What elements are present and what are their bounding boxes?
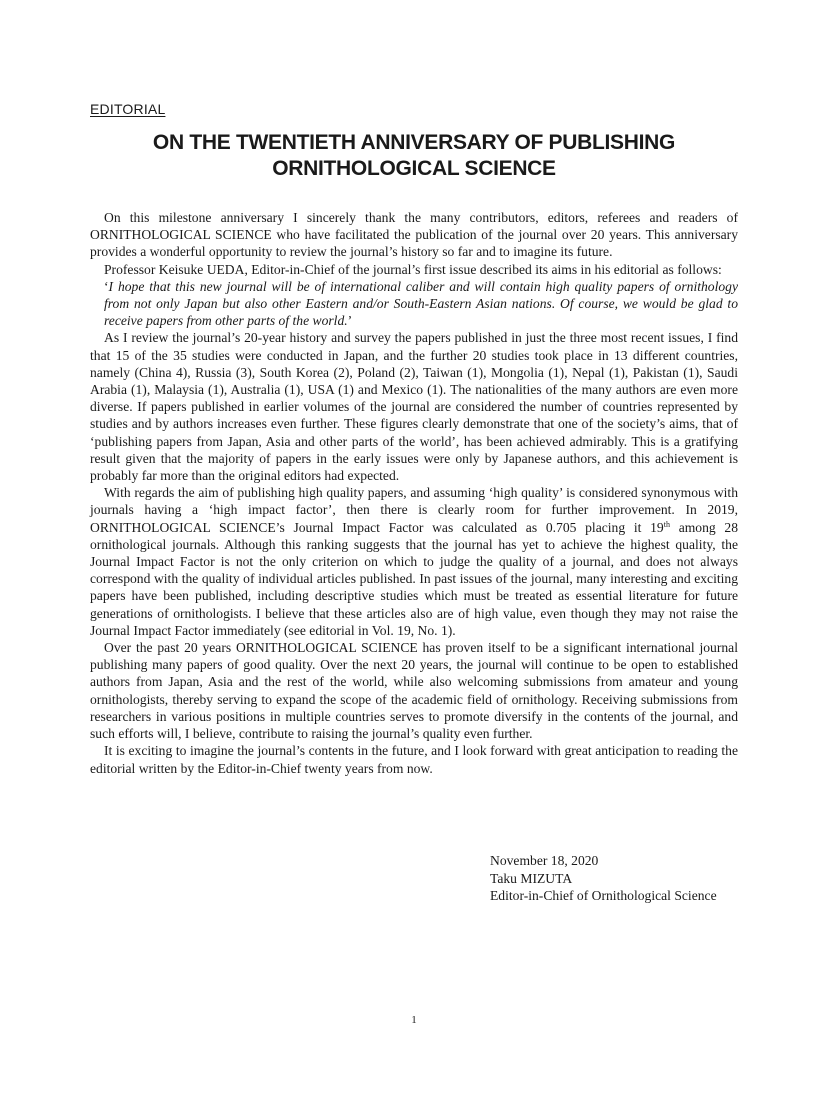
signature-name: Taku MIZUTA [490,870,573,886]
paragraph-6: It is exciting to imagine the journal’s contents in the future, and I look forward with great anticipation to reading the editorial written by the Editor-in-Chief twenty years from now. [90,743,738,776]
quote-text: I hope that this new journal will be of international caliber and will contain high quality papers of ornithology from not only Japan but also other Eastern and/or South-Eastern Asian nations. Of course, we would be glad to receive papers from other parts of the world. [104,278,738,329]
paragraph-4-text-a: With regards the aim of publishing high quality papers, and assuming ‘high quality’ is considered synonymous with journals having a ‘high impact factor’, then there is clearly room for further improvement. In 2019, ORNITHOLOGICAL SCIENCE’s Journal Impact Factor was calculated as 0.705 placing it 19 [90,485,738,535]
paragraph-3: As I review the journal’s 20-year history and survey the papers published in just the three most recent issues, I find that 15 of the 35 studies were conducted in Japan, and the further 20 studies took place in 13 different countries, namely (China 4), Russia (3), South Korea (2), Poland (2), Taiwan (1), Mongolia (1), Nepal (1), Pakistan (1), Saudi Arabia (1), Malaysia (1), Australia (1), USA (1) and Mexico (1). The nationalities of the many authors are even more diverse. If papers published in earlier volumes of the journal are considered the number of countries represented by studies and by authors increases even further. These figures clearly demonstrate that one of the society’s aims, that of ‘publishing papers from Japan, Asia and other parts of the world’, has been achieved admirably. This is a gratifying result given that the majority of papers in the early issues were only by Japanese authors, and this achievement is probably far more than the original editors had expected. [90,330,738,484]
article-title [90,130,738,182]
title-line-1: ON THE TWENTIETH ANNIVERSARY OF PUBLISHING [152,131,676,154]
paragraph-4-text-b: among 28 ornithological journals. Although this ranking suggests that the journal has yet to achieve the highest quality, the Journal Impact Factor is not the only criterion on which to judge the quality of a journal, and does not always correspond with the quality of individual articles published. In past issues of the journal, many interesting and exciting papers have been published, including descriptive studies which must be treated as essential literature for future generations of ornithologists. I believe that these articles also are of high value, even though they may not raise the Journal Impact Factor immediately (see editorial in Vol. 19, No. 1). [90,519,738,638]
block-quote [104,278,738,330]
ordinal-suffix: th [663,519,670,529]
signature-role: Editor-in-Chief of Ornithological Science [490,888,717,903]
quote-open-mark: ‘ [104,278,109,294]
signature-date: November 18, 2020 [490,853,599,868]
quote-close-mark: ’ [347,313,353,329]
title-line-2: ORNITHOLOGICAL SCIENCE [272,157,556,180]
paragraph-5: Over the past 20 years ORNITHOLOGICAL SCIENCE has proven itself to be a significant international journal publishing many papers of good quality. Over the next 20 years, the journal will continue to be open to established authors from Japan, Asia and the rest of the world, while also welcoming submissions from amateur and young ornithologists, thereby serving to expand the scope of the academic field of ornithology. Receiving submissions from researchers in various positions in multiple countries serves to promote diversify in the contents of the journal, and such efforts will, I believe, contribute to raising the journal’s quality even further. [90,640,738,742]
paragraph-2: Professor Keisuke UEDA, Editor-in-Chief of the journal’s first issue described its aims in his editorial as follows: [104,261,722,277]
paragraph-1: On this milestone anniversary I sincerely thank the many contributors, editors, referees and readers of ORNITHOLOGICAL SCIENCE who have facilitated the publication of the journal over 20 years. This anniversary provides a wonderful opportunity to review the journal’s history so far and to imagine its future. [90,210,738,260]
paragraph-4 [90,484,738,639]
editorial-page [90,0,738,1103]
article-body [90,209,738,777]
signature-block [490,852,717,905]
section-label: EDITORIAL [90,101,166,117]
page-number: 1 [411,1014,417,1026]
